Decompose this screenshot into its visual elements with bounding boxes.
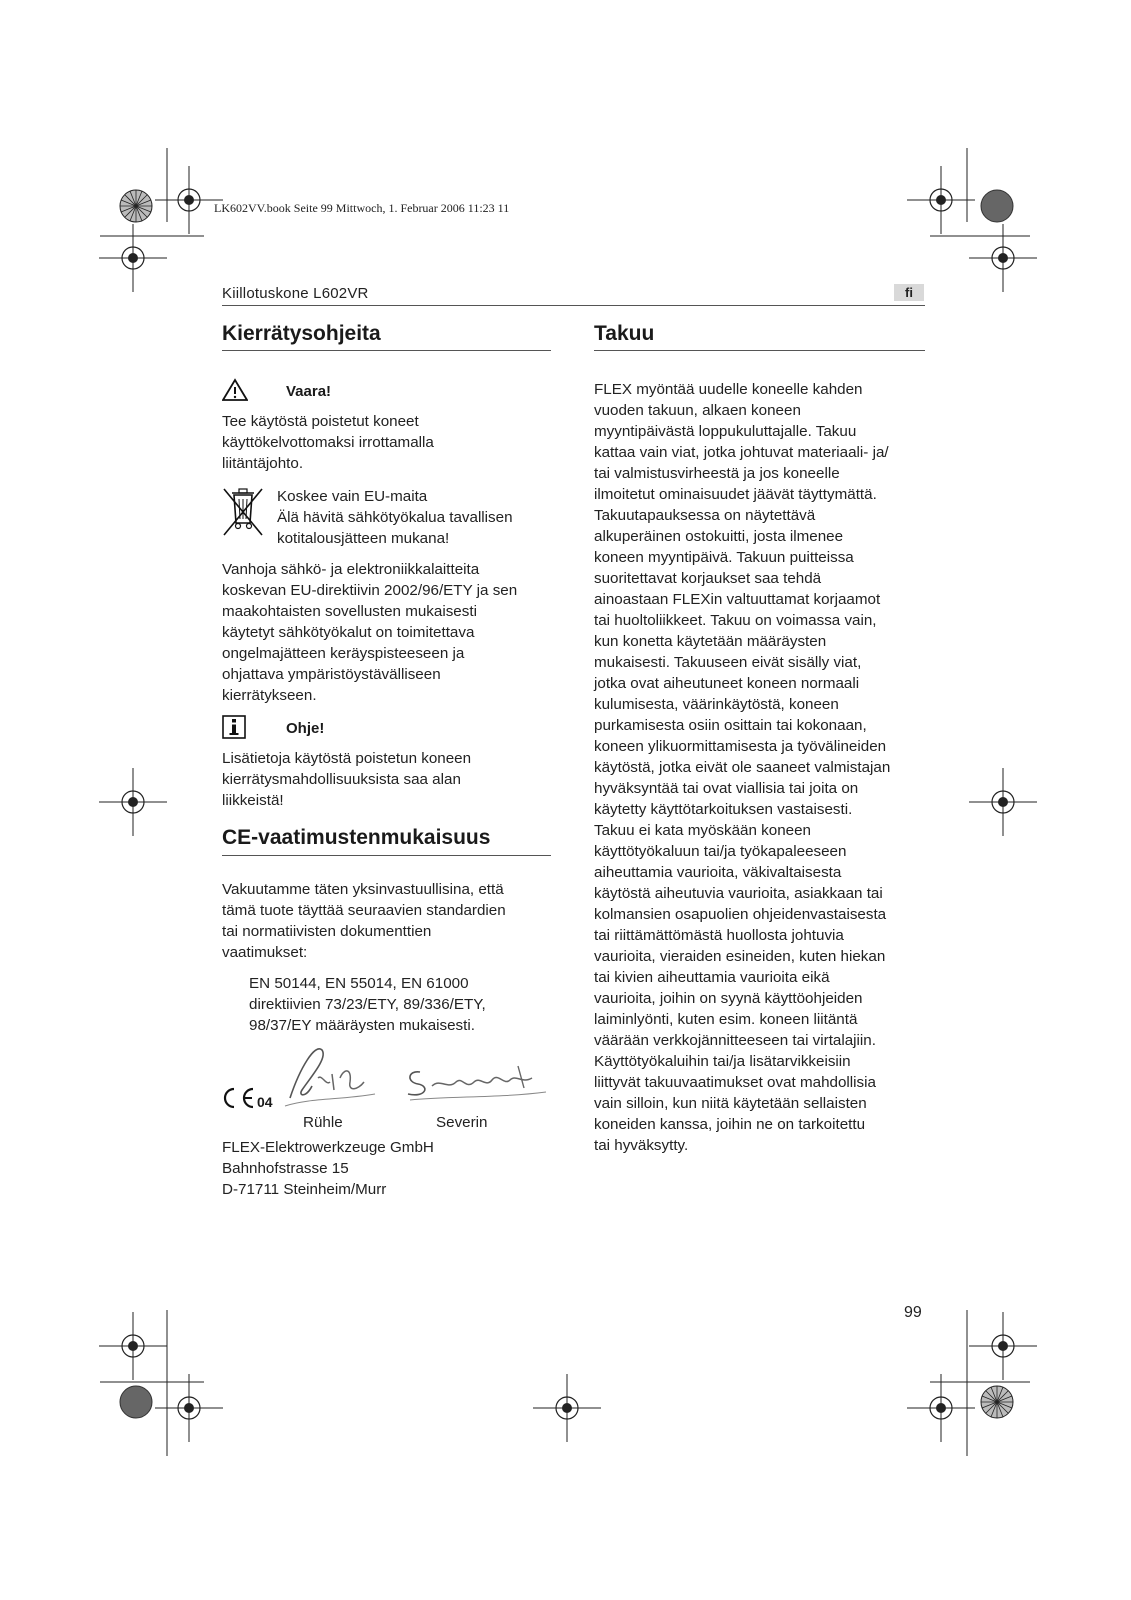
text-line: kattaa vain viat, jotka johtuvat materiaali- ja/ — [594, 444, 889, 461]
text-line: direktiivien 73/23/ETY, 89/336/ETY, — [249, 996, 486, 1013]
text-line: FLEX-Elektrowerkzeuge GmbH — [222, 1139, 434, 1156]
text-line: Koskee vain EU-maita — [277, 488, 428, 505]
text-line: käytetyt sähkötyökalut on toimitettava — [222, 624, 475, 641]
signer-2-name: Severin — [436, 1114, 488, 1131]
text-line: kotitalousjätteen mukana! — [277, 530, 450, 547]
text-line: jotka ovat aiheutuneet koneen normaali — [594, 675, 860, 692]
text-line: EN 50144, EN 55014, EN 61000 — [249, 975, 469, 992]
warning-text — [222, 411, 434, 474]
text-line: Bahnhofstrasse 15 — [222, 1160, 349, 1177]
text-line: myyntipäivästä loppukuluttajalle. Takuu — [594, 423, 857, 440]
text-line: purkamisesta osiin osittain tai kokonaan, — [594, 717, 867, 734]
eu-notice — [277, 486, 513, 549]
header-rule — [222, 305, 925, 306]
text-line: tai hyväksytty. — [594, 1137, 689, 1154]
text-line: Lisätietoja käytöstä poistetun koneen — [222, 750, 472, 767]
text-line: käyttökelvottomaksi irrottamalla — [222, 434, 434, 451]
text-line: liikkeistä! — [222, 792, 284, 809]
text-line: suoritettavat korjaukset saa tehdä — [594, 570, 822, 587]
text-line: tai normatiivisten dokumenttien — [222, 923, 432, 940]
ce-heading-rule — [222, 855, 551, 856]
ce-mark-icon — [220, 1086, 256, 1110]
text-line: tai valmistusvirheestä ja jos koneelle — [594, 465, 840, 482]
info-icon — [222, 715, 246, 739]
warning-icon — [222, 378, 248, 402]
text-line: kolmansien osapuolien ohjeidenvastaisesta — [594, 906, 887, 923]
text-line: liitäntäjohto. — [222, 455, 304, 472]
text-line: väärään verkkojännitteeseen tai virtalajiin. — [594, 1032, 876, 1049]
recycling-heading-rule — [222, 350, 551, 351]
text-line: vaurioita, vieraiden esineiden, kuten hiekan — [594, 948, 886, 965]
warranty-body — [594, 379, 890, 1156]
text-line: ainoastaan FLEXin valtuuttamat korjaamot — [594, 591, 881, 608]
recycling-body — [222, 559, 517, 706]
text-line: Käyttötyökaluihin tai/ja lisätarvikkeisiin — [594, 1053, 851, 1070]
signature-ruehle — [280, 1038, 380, 1112]
text-line: kulumisesta, väärinkäytöstä, koneen — [594, 696, 839, 713]
document-title: Kiillotuskone L602VR — [222, 285, 369, 302]
text-line: Vakuutamme täten yksinvastuullisina, että — [222, 881, 504, 898]
text-line: kierrätysmahdollisuuksista saa alan — [222, 771, 461, 788]
text-line: vaatimukset: — [222, 944, 308, 961]
ce-intro — [222, 879, 506, 963]
text-line: aiheuttamia vaurioita, väkivaltaisesta — [594, 864, 842, 881]
text-line: ilmoitetut ominaisuudet jäävät täyttymättä. — [594, 486, 877, 503]
text-line: kierrätykseen. — [222, 687, 317, 704]
text-line: tai riittämättömästä huollosta johtuvia — [594, 927, 844, 944]
company-address — [222, 1137, 434, 1200]
text-line: 98/37/EY määräysten mukaisesti. — [249, 1017, 475, 1034]
recycling-heading: Kierrätysohjeita — [222, 322, 381, 345]
text-line: tämä tuote täyttää seuraavien standardien — [222, 902, 506, 919]
signer-1-name: Rühle — [303, 1114, 343, 1131]
text-line: koneen myyntipäivä. Takuun puitteissa — [594, 549, 854, 566]
text-line: käytöstä, jotka eivät ole saaneet valmistajan — [594, 759, 891, 776]
ce-standards — [249, 973, 486, 1036]
text-line: liittyvät takuuvaatimukset ovat mahdollisia — [594, 1074, 876, 1091]
text-line: D-71711 Steinheim/Murr — [222, 1181, 387, 1198]
text-line: kun konetta käytetään määräysten — [594, 633, 827, 650]
file-info: LK602VV.book Seite 99 Mittwoch, 1. Februar 2006 11:23 11 — [214, 201, 510, 215]
warranty-heading: Takuu — [594, 322, 655, 345]
text-line: Takuutapauksessa on näytettävä — [594, 507, 816, 524]
text-line: Takuu ei kata myöskään koneen — [594, 822, 811, 839]
crossed-bin-icon — [222, 487, 264, 539]
note-label: Ohje! — [286, 720, 325, 737]
text-line: vaurioita, joihin on syynä käyttöohjeiden — [594, 990, 863, 1007]
text-line: ohjattava ympäristöystävälliseen — [222, 666, 441, 683]
text-line: Tee käytöstä poistetut koneet — [222, 413, 419, 430]
text-line: koneiden kanssa, joihin ne on tarkoitettu — [594, 1116, 866, 1133]
note-text — [222, 748, 471, 811]
text-line: käyttötyökaluun tai/ja työkapaleeseen — [594, 843, 847, 860]
ce-heading: CE-vaatimustenmukaisuus — [222, 826, 491, 849]
page-number: 99 — [904, 1304, 922, 1321]
signature-severin — [400, 1056, 548, 1106]
text-line: laiminlyönti, kuten esim. koneen liitäntä — [594, 1011, 858, 1028]
text-line: koneen ylikuormittamisesta ja työvälineiden — [594, 738, 887, 755]
text-line: tai huoltoliikkeet. Takuu on voimassa vain, — [594, 612, 877, 629]
text-line: alkuperäinen ostokuitti, josta ilmenee — [594, 528, 844, 545]
text-line: Vanhoja sähkö- ja elektroniikkalaitteita — [222, 561, 480, 578]
text-line: koskevan EU-direktiivin 2002/96/ETY ja sen — [222, 582, 518, 599]
text-line: käytöstä aiheutuvia vaurioita, asiakkaan tai — [594, 885, 883, 902]
text-line: ongelmajätteen keräyspisteeseen ja — [222, 645, 465, 662]
text-line: maakohtaisten sovellusten mukaisesti — [222, 603, 477, 620]
text-line: mukaisesti. Takuuseen eivät sisälly viat, — [594, 654, 862, 671]
text-line: Älä hävitä sähkötyökalua tavallisen — [277, 509, 513, 526]
text-line: vuoden takuun, alkaen koneen — [594, 402, 801, 419]
ce-mark-number: 04 — [257, 1094, 273, 1110]
text-line: FLEX myöntää uudelle koneelle kahden — [594, 381, 863, 398]
language-badge: fi — [894, 284, 924, 301]
text-line: käytetty käyttötarkoituksen vastaisesti. — [594, 801, 853, 818]
text-line: tai kivien aiheuttamia vaurioita eikä — [594, 969, 830, 986]
warranty-heading-rule — [594, 350, 925, 351]
text-line: hyväksyntää tai ovat viallisia tai joita on — [594, 780, 859, 797]
warning-label: Vaara! — [286, 383, 332, 400]
text-line: vain silloin, kun niitä käytetään sellaisten — [594, 1095, 867, 1112]
